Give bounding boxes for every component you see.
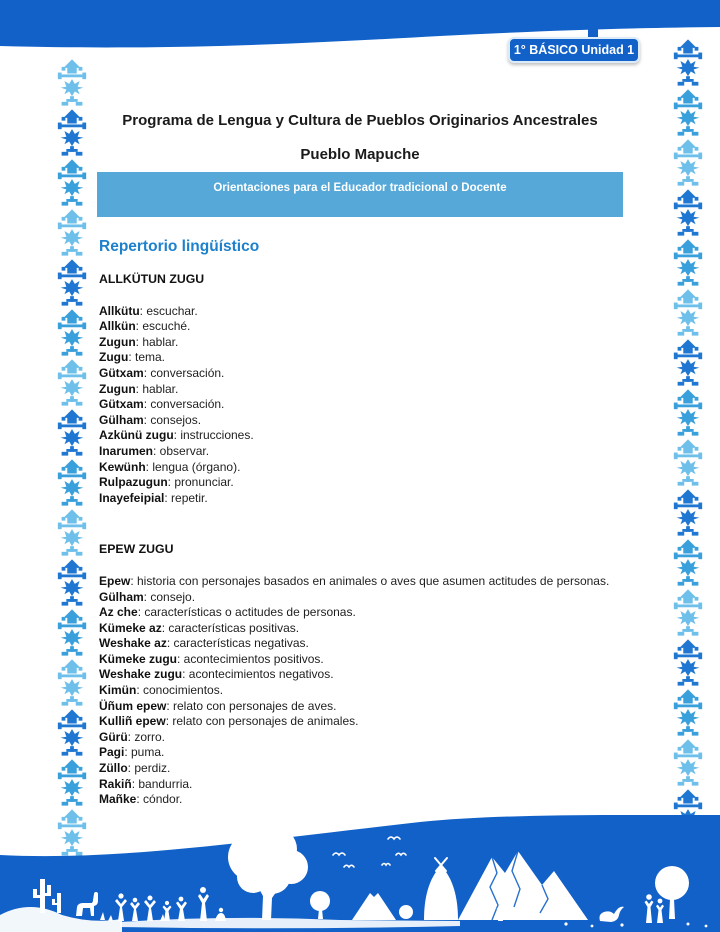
vocab-entry: Kümeke zugu: acontecimientos positivos. xyxy=(99,651,324,666)
ornament-motif xyxy=(55,708,89,758)
mapuche-ornament-icon xyxy=(671,438,705,486)
vocab-entry: Azkünü zugu: instrucciones. xyxy=(99,428,254,443)
vocab-entry: Inayefeipial: repetir. xyxy=(99,490,208,505)
mapuche-ornament-icon xyxy=(671,488,705,536)
mapuche-ornament-icon xyxy=(55,208,89,256)
vocab-term: Kewünh xyxy=(99,459,146,474)
mapuche-ornament-icon xyxy=(55,708,89,756)
vocab-term: Epew xyxy=(99,573,131,588)
vocab-entry: Kümeke az: características positivas. xyxy=(99,620,300,635)
vocab-term: Allkün xyxy=(99,319,136,334)
vocab-term: Üñum epew xyxy=(99,698,167,713)
orientation-banner: Orientaciones para el Educador tradicional o Docente xyxy=(97,172,623,217)
ornament-motif xyxy=(671,288,705,338)
vocab-term: Weshake zugu xyxy=(99,667,183,682)
vocab-entry: Pagi: puma. xyxy=(99,745,165,760)
ornament-motif xyxy=(55,608,89,658)
mapuche-ornament-icon xyxy=(671,238,705,286)
vocab-section xyxy=(99,542,627,808)
vocab-term: Zugun xyxy=(99,381,136,396)
ornament-motif xyxy=(55,358,89,408)
vocab-term: Rakiñ xyxy=(99,776,132,791)
vocab-term: Allkütu xyxy=(99,303,140,318)
vocab-term: Gülham xyxy=(99,589,144,604)
ornament-motif xyxy=(671,438,705,488)
mapuche-ornament-icon xyxy=(55,158,89,206)
vocab-term: Az che xyxy=(99,605,138,620)
vocab-term: Weshake az xyxy=(99,636,167,651)
vocab-term: Kümeke az xyxy=(99,620,162,635)
ornament-motif xyxy=(55,558,89,608)
vocab-entry: Züllo: perdiz. xyxy=(99,761,171,776)
vocab-term: Gürü xyxy=(99,729,128,744)
vocab-term: Kulliñ epew xyxy=(99,714,166,729)
vocab-entry: Gütxam: conversación. xyxy=(99,397,225,412)
mapuche-ornament-icon xyxy=(671,738,705,786)
mapuche-ornament-icon xyxy=(671,688,705,736)
ornament-motif xyxy=(671,538,705,588)
ornament-motif xyxy=(55,408,89,458)
vocab-term: Inayefeipial xyxy=(99,490,165,505)
vocab-term: Kümeke zugu xyxy=(99,651,178,666)
vocab-term: Inarumen xyxy=(99,443,154,458)
vocab-term: Gütxam xyxy=(99,365,144,380)
mapuche-ornament-icon xyxy=(55,608,89,656)
mapuche-ornament-icon xyxy=(55,258,89,306)
vocab-entry: Weshake az: características negativas. xyxy=(99,636,309,651)
mapuche-ornament-icon xyxy=(55,658,89,706)
page-subtitle: Pueblo Mapuche xyxy=(300,146,420,163)
ornament-motif xyxy=(671,238,705,288)
mapuche-ornament-icon xyxy=(55,308,89,356)
vocab-entry: Kulliñ epew: relato con personajes de animales. xyxy=(99,714,359,729)
mapuche-ornament-icon xyxy=(55,508,89,556)
vocab-term: Mañke xyxy=(99,792,137,807)
mapuche-ornament-icon xyxy=(671,538,705,586)
mapuche-ornament-icon xyxy=(55,458,89,506)
ornament-motif xyxy=(671,188,705,238)
vocab-term: Zugun xyxy=(99,334,136,349)
mapuche-ornament-icon xyxy=(671,388,705,436)
mapuche-ornament-icon xyxy=(671,588,705,636)
mapuche-ornament-icon xyxy=(671,188,705,236)
vocab-entry: Gürü: zorro. xyxy=(99,729,166,744)
ornament-motif xyxy=(671,488,705,538)
vocab-entry: Allkütu: escuchar. xyxy=(99,303,198,318)
mapuche-ornament-icon xyxy=(671,338,705,386)
vocab-entry: Epew: historia con personajes basados en animales o aves que asumen actitudes de personas. xyxy=(99,573,610,588)
mapuche-ornament-icon xyxy=(55,758,89,806)
vocab-term: Kimün xyxy=(99,683,137,698)
ornament-motif xyxy=(671,638,705,688)
vocab-entry: Gütxam: conversación. xyxy=(99,365,225,380)
vocab-section xyxy=(99,272,627,506)
mapuche-ornament-icon xyxy=(55,408,89,456)
vocab-term: Züllo xyxy=(99,761,128,776)
vocab-entry: Rulpazugun: pronunciar. xyxy=(99,475,234,490)
vocab-entry: Inarumen: observar. xyxy=(99,443,210,458)
vocab-term: Zugu xyxy=(99,350,129,365)
vocab-entry: Kimün: conocimientos. xyxy=(99,683,224,698)
section-heading: Repertorio lingüístico xyxy=(99,238,260,255)
vocab-entry: Mañke: cóndor. xyxy=(99,792,183,807)
mapuche-ornament-icon xyxy=(55,558,89,606)
vocab-section-heading: ALLKÜTUN ZUGU xyxy=(99,272,205,286)
vocab-term: Azkünü zugu xyxy=(99,428,174,443)
vocab-entry: Gülham: consejos. xyxy=(99,412,202,427)
ornament-motif xyxy=(671,338,705,388)
ornament-motif xyxy=(671,738,705,788)
mapuche-ornament-icon xyxy=(55,358,89,406)
vocab-entry: Zugu: tema. xyxy=(99,350,166,365)
vocab-entry: Kewünh: lengua (órgano). xyxy=(99,459,241,474)
vocab-entry: Rakiñ: bandurria. xyxy=(99,776,193,791)
page-title: Programa de Lengua y Cultura de Pueblos Originarios Ancestrales xyxy=(122,112,598,129)
vocab-entry: Zugun: hablar. xyxy=(99,381,179,396)
vocab-entry: Zugun: hablar. xyxy=(99,334,179,349)
vocab-term: Pagi xyxy=(99,745,125,760)
ornament-motif xyxy=(55,158,89,208)
ornament-motif xyxy=(55,458,89,508)
vocab-entry: Az che: características o actitudes de personas. xyxy=(99,605,356,620)
ornament-motif xyxy=(55,258,89,308)
ornament-motif xyxy=(55,758,89,808)
footer-landscape-art xyxy=(0,815,720,932)
vocab-entry: Üñum epew: relato con personajes de aves. xyxy=(99,698,337,713)
vocab-term: Gütxam xyxy=(99,397,144,412)
ornament-motif xyxy=(55,658,89,708)
mapuche-ornament-icon xyxy=(671,638,705,686)
vocab-sections xyxy=(99,265,627,808)
ornament-motif xyxy=(55,508,89,558)
ornament-motif xyxy=(671,388,705,438)
vocab-term: Gülham xyxy=(99,412,144,427)
vocab-section-heading: EPEW ZUGU xyxy=(99,542,174,557)
ornament-motif xyxy=(671,688,705,738)
ornament-motif xyxy=(55,208,89,258)
ornament-motif xyxy=(671,588,705,638)
vocab-entry: Allkün: escuché. xyxy=(99,319,191,334)
unit-badge: 1° BÁSICO Unidad 1 xyxy=(508,37,640,63)
ornament-motif xyxy=(55,308,89,358)
mapuche-ornament-icon xyxy=(671,288,705,336)
vocab-entry: Weshake zugu: acontecimientos negativos. xyxy=(99,667,334,682)
vocab-term: Rulpazugun xyxy=(99,475,168,490)
left-ornament-border xyxy=(54,58,90,858)
vocab-entry: Gülham: consejo. xyxy=(99,589,196,604)
